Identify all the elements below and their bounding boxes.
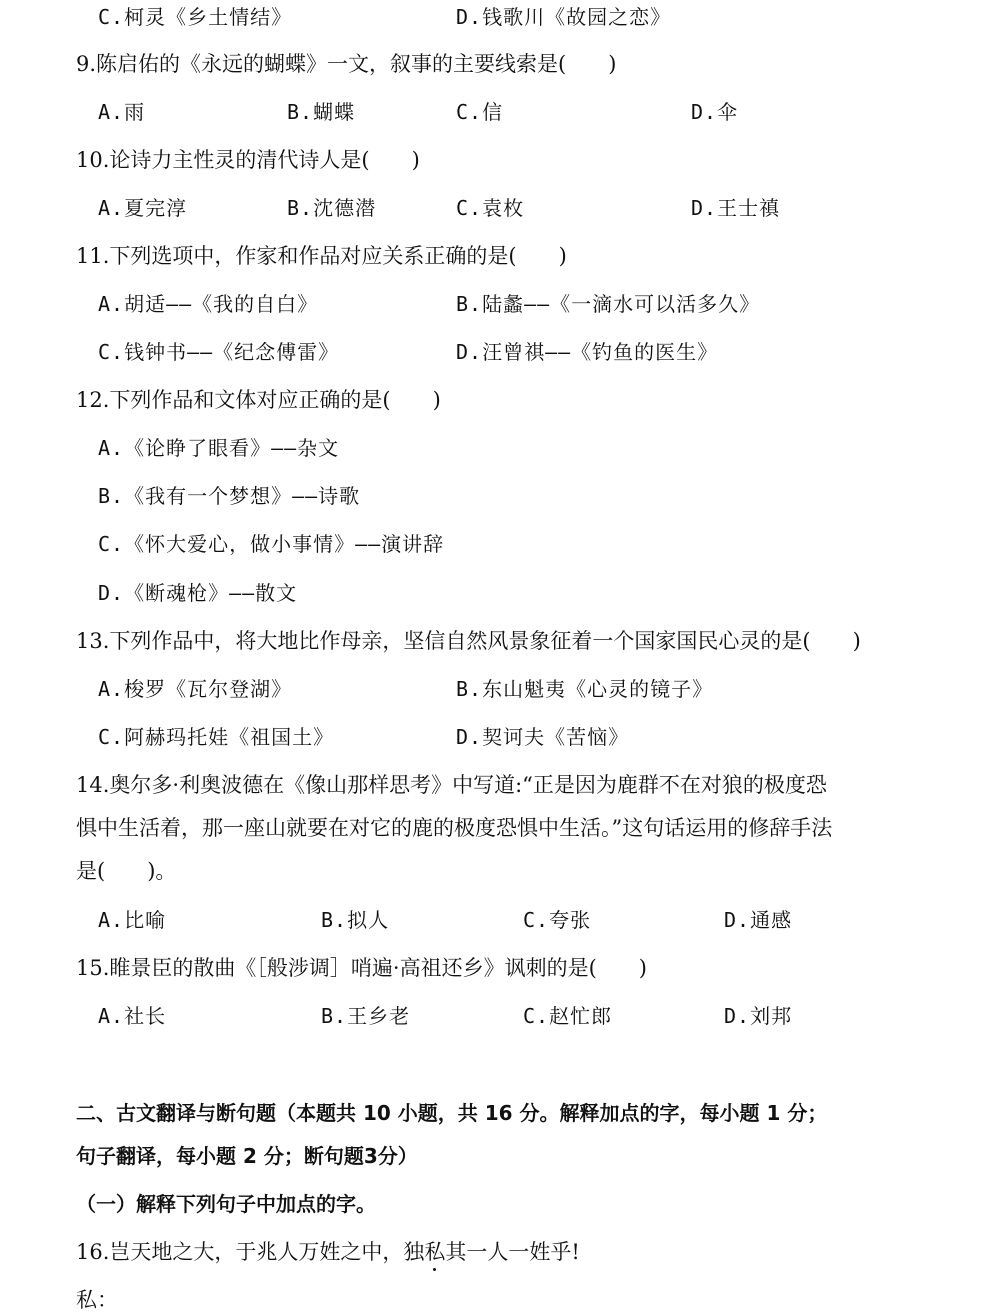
q12-option-d: D.《断魂枪》——散文 (98, 581, 298, 605)
q15-option-b: B.王乡老 (321, 1004, 411, 1028)
section2-title-line1: 二、古文翻译与断句题（本题共 10 小题，共 16 分。解释加点的字，每小题 1 分； (76, 1101, 828, 1125)
q12-option-a: A.《论睁了眼看》——杂文 (98, 436, 340, 460)
q16-stem-after: 其一人一姓乎! (445, 1240, 580, 1264)
q16-stem-before: 16.岂天地之大，于兆人万姓之中，独 (76, 1240, 425, 1264)
q11-stem: 11.下列选项中，作家和作品对应关系正确的是( ) (76, 244, 567, 268)
q14-option-d: D.通感 (724, 908, 793, 932)
q14-stem-line1: 14.奥尔多·利奥波德在《像山那样思考》中写道:“正是因为鹿群不在对狼的极度恐 (76, 773, 827, 797)
q15-option-a: A.社长 (98, 1004, 167, 1028)
q12-option-c: C.《怀大爱心，做小事情》——演讲辞 (98, 532, 445, 556)
q11-option-a: A.胡适——《我的自白》 (98, 292, 319, 316)
section2-subsection-title: （一）解释下列句子中加点的字。 (76, 1192, 376, 1216)
q8-option-d: D.钱歌川《故园之恋》 (456, 5, 672, 29)
q8-option-c: C.柯灵《乡土情结》 (98, 5, 293, 29)
q13-option-b: B.东山魁夷《心灵的镜子》 (456, 677, 714, 701)
q9-option-b: B.蝴蝶 (287, 100, 356, 124)
q9-option-a: A.雨 (98, 100, 146, 124)
q16-dotted-char: 私 (424, 1240, 446, 1264)
q12-option-b: B.《我有一个梦想》——诗歌 (98, 484, 361, 508)
q10-option-b: B.沈德潜 (287, 196, 377, 220)
q14-option-a: A.比喻 (98, 908, 167, 932)
q13-option-a: A.梭罗《瓦尔登湖》 (98, 677, 293, 701)
q10-option-c: C.袁枚 (456, 196, 525, 220)
q10-stem: 10.论诗力主性灵的清代诗人是( ) (76, 148, 420, 172)
q9-stem: 9.陈启佑的《永远的蝴蝶》一文，叙事的主要线索是( ) (76, 52, 617, 76)
q14-stem-line2: 惧中生活着，那一座山就要在对它的鹿的极度恐惧中生活。”这句话运用的修辞手法 (76, 816, 833, 840)
q15-option-d: D.刘邦 (724, 1004, 793, 1028)
q16-stem (76, 1239, 580, 1265)
q10-option-d: D.王士禛 (691, 196, 781, 220)
q12-stem: 12.下列作品和文体对应正确的是( ) (76, 388, 441, 412)
q14-option-c: C.夸张 (523, 908, 592, 932)
q15-option-c: C.赵忙郎 (523, 1004, 613, 1028)
q13-option-c: C.阿赫玛托娃《祖国土》 (98, 725, 335, 749)
q13-option-d: D.契诃夫《苦恼》 (456, 725, 630, 749)
q14-option-b: B.拟人 (321, 908, 390, 932)
q9-option-c: C.信 (456, 100, 504, 124)
q16-answer-label: 私： (76, 1288, 118, 1312)
q10-option-a: A.夏完淳 (98, 196, 188, 220)
q9-option-d: D.伞 (691, 100, 739, 124)
q11-option-b: B.陆蠡——《一滴水可以活多久》 (456, 292, 761, 316)
q13-stem: 13.下列作品中，将大地比作母亲，坚信自然风景象征着一个国家国民心灵的是( ) (76, 629, 861, 653)
q11-option-d: D.汪曾祺——《钓鱼的医生》 (456, 340, 719, 364)
section2-title-line2: 句子翻译，每小题 2 分；断句题3分） (76, 1144, 418, 1168)
q14-stem-line3: 是( )。 (76, 859, 177, 883)
q15-stem: 15.睢景臣的散曲《［般涉调］哨遍·高祖还乡》讽刺的是( ) (76, 956, 647, 980)
q11-option-c: C.钱钟书——《纪念傅雷》 (98, 340, 340, 364)
